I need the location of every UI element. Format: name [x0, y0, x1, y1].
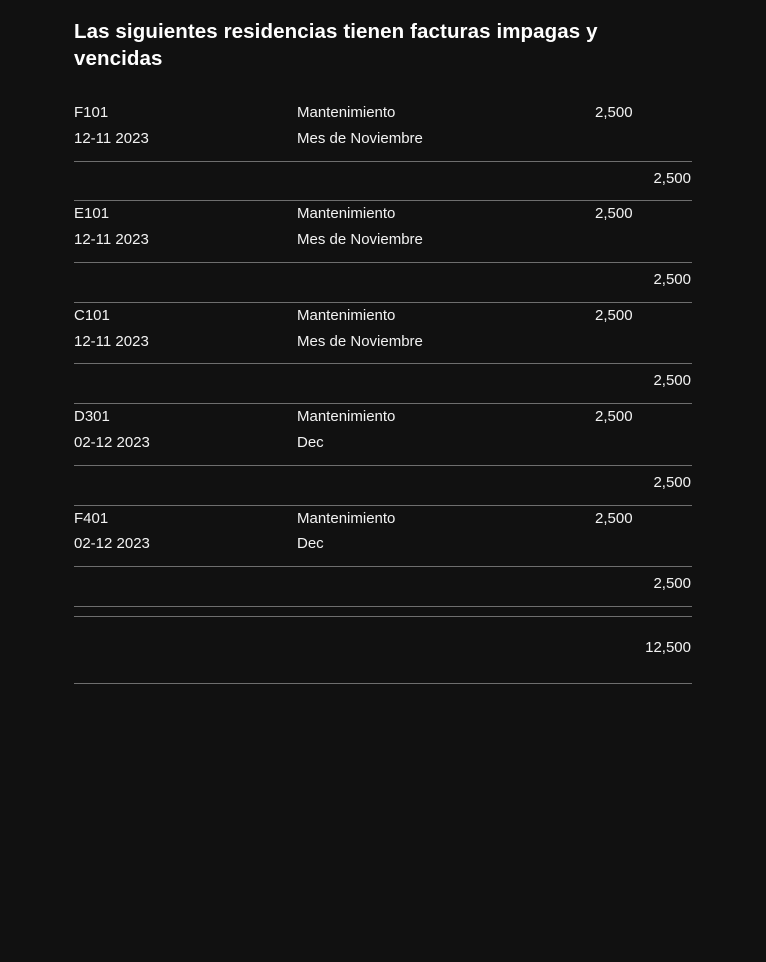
subtotal-row: [74, 162, 692, 192]
subtotal-amount: 2,500: [653, 575, 691, 593]
subtotal-amount: 2,500: [653, 271, 691, 289]
invoice-entry: [74, 303, 694, 404]
unit-cell: [74, 201, 297, 253]
unit-label: E101: [74, 205, 110, 223]
subtotal-amount: 2,500: [653, 169, 691, 187]
invoice-row: [74, 404, 694, 456]
description-cell: [297, 404, 595, 456]
description-line-1: Mantenimiento: [297, 205, 396, 223]
subtotal-amount: 2,500: [653, 372, 691, 390]
unit-cell: [74, 303, 297, 355]
invoice-date: 02-12 2023: [74, 434, 150, 452]
description-cell: [297, 303, 595, 355]
unit-cell: [74, 506, 297, 558]
invoice-row: [74, 201, 694, 253]
grand-total-row: [74, 617, 692, 661]
subtotal-amount: 2,500: [653, 473, 691, 491]
invoice-date: 12-11 2023: [74, 129, 149, 147]
page-title: Las siguientes residencias tienen facturas impagas y vencidas: [74, 20, 598, 71]
invoice-row: [74, 303, 694, 355]
amount-cell: 2,500: [595, 104, 633, 122]
invoice-entry: [74, 201, 694, 302]
invoice-entry: [74, 506, 694, 607]
description-cell: [297, 506, 595, 558]
description-line-2: Mes de Noviembre: [297, 231, 423, 249]
amount-cell: 2,500: [595, 509, 633, 527]
total-bottom-divider: [74, 683, 692, 684]
description-line-2: Dec: [297, 434, 324, 452]
amount-cell: 2,500: [595, 408, 633, 426]
invoice-date: 12-11 2023: [74, 231, 149, 249]
description-cell: [297, 100, 595, 152]
subtotal-row: [74, 263, 692, 293]
description-line-1: Mantenimiento: [297, 306, 396, 324]
description-line-2: Mes de Noviembre: [297, 129, 423, 147]
invoice-row: [74, 100, 694, 152]
grand-total-block: [74, 616, 694, 684]
subtotal-divider: [74, 606, 692, 607]
invoice-row: [74, 506, 694, 558]
description-line-1: Mantenimiento: [297, 509, 396, 527]
invoice-date: 12-11 2023: [74, 332, 149, 350]
unit-label: F101: [74, 104, 109, 122]
unit-cell: [74, 100, 297, 152]
unit-label: D301: [74, 408, 110, 426]
subtotal-row: [74, 567, 692, 597]
description-line-2: Dec: [297, 535, 324, 553]
amount-cell: 2,500: [595, 306, 633, 324]
subtotal-row: [74, 364, 692, 394]
amount-cell: 2,500: [595, 205, 633, 223]
description-line-1: Mantenimiento: [297, 104, 396, 122]
subtotal-row: [74, 466, 692, 496]
invoice-entry: [74, 100, 694, 201]
unit-label: F401: [74, 509, 109, 527]
description-cell: [297, 201, 595, 253]
description-line-2: Mes de Noviembre: [297, 332, 423, 350]
invoice-date: 02-12 2023: [74, 535, 150, 553]
description-line-1: Mantenimiento: [297, 408, 396, 426]
invoice-entry: [74, 404, 694, 505]
grand-total-amount: 12,500: [645, 639, 691, 657]
unit-cell: [74, 404, 297, 456]
unit-label: C101: [74, 306, 110, 324]
